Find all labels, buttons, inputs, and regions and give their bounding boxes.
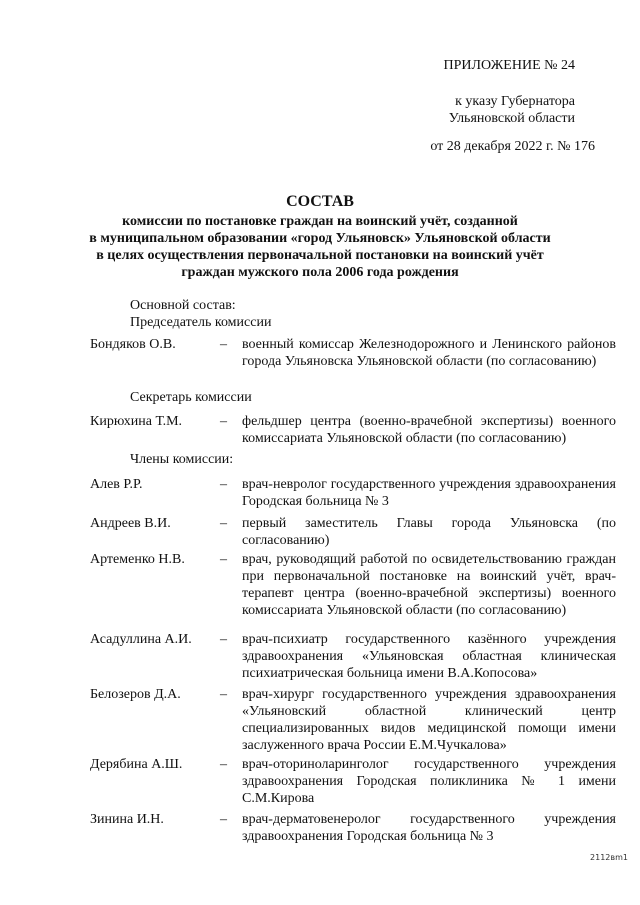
member-name: Зинина И.Н. [90,812,164,827]
member-description: врач-невролог государственного учреждения здравоохранения Городская больница № 3 [242,477,616,509]
dash-separator: – [220,337,227,352]
member-name: Алев Р.Р. [90,477,143,492]
dash-separator: – [220,552,227,567]
member-name: Артеменко Н.В. [90,552,185,567]
dash-separator: – [220,687,227,702]
member-name: Белозеров Д.А. [90,687,181,702]
section-main: Основной состав: [130,298,236,313]
dash-separator: – [220,812,227,827]
dash-separator: – [220,477,227,492]
member-name: Бондяков О.В. [90,337,176,352]
member-description: врач-оториноларинголог государственного учреждения здравоохранения Городская поликлиника № 1 имени С.М.Кирова [242,757,616,806]
dash-separator: – [220,757,227,772]
member-description: врач-хирург государственного учреждения здравоохранения «Ульяновский областной клинический центр специализированных видов медицинской помощи имени заслуженного врача России Е.М.Чучкалова» [242,687,616,753]
decree-reference-line1: к указу Губернатора [455,94,575,109]
member-description: врач-психиатр государственного казённого учреждения здравоохранения «Ульяновская областная клиническая психиатрическая больница имени В.А.Копосова» [242,632,616,681]
title-line-2: в муниципальном образовании «город Ульяновск» Ульяновской области [89,231,551,246]
title-line-4: граждан мужского пола 2006 года рождения [181,265,459,280]
section-chair: Председатель комиссии [130,315,272,330]
appendix-number: ПРИЛОЖЕНИЕ № 24 [443,58,575,73]
title-line-1: комиссии по постановке граждан на воинский учёт, созданной [122,214,518,229]
member-description: военный комиссар Железнодорожного и Ленинского районов города Ульяновска Ульяновской области (по согласованию) [242,337,616,369]
document-stamp-code: 2112вm1 [590,853,628,862]
member-description: фельдшер центра (военно-врачебной экспертизы) военного комиссариата Ульяновской области (по согласованию) [242,414,616,446]
member-name: Асадуллина А.И. [90,632,192,647]
decree-date: от 28 декабря 2022 г. № 176 [430,139,595,154]
dash-separator: – [220,414,227,429]
member-name: Андреев В.И. [90,516,171,531]
member-description: первый заместитель Главы города Ульяновска (по согласованию) [242,516,616,548]
member-description: врач, руководящий работой по освидетельствованию граждан при первоначальной постановке на воинский учёт, врач-терапевт центра (военно-врачебной экспертизы) военного комиссариата Ульяновской области (по согласованию) [242,552,616,618]
member-name: Дерябина А.Ш. [90,757,183,772]
title-line-3: в целях осуществления первоначальной постановки на воинский учёт [96,248,544,263]
decree-reference-line2: Ульяновской области [448,111,575,126]
document-title: СОСТАВ [286,193,354,210]
section-members: Члены комиссии: [130,452,234,467]
dash-separator: – [220,632,227,647]
member-description: врач-дерматовенеролог государственного учреждения здравоохранения Городская больница № 3 [242,812,616,844]
dash-separator: – [220,516,227,531]
section-secretary: Секретарь комиссии [130,390,252,405]
member-name: Кирюхина Т.М. [90,414,183,429]
